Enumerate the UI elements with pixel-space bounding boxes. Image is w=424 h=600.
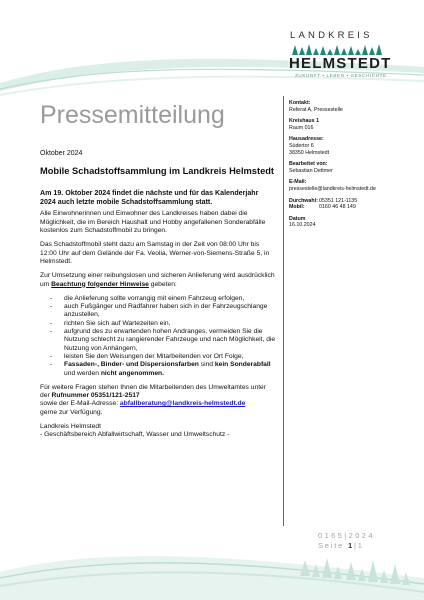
logo-trees-icon [290, 44, 386, 55]
kreishaus-value: Raum 016 [289, 124, 314, 131]
signature-line-1: Landkreis Helmstedt [40, 423, 101, 431]
list-item: - die Anlieferung sollte vorrangig mit einem Fahrzeug erfolgen, [40, 295, 276, 303]
datum-value: 16.10.2024 [289, 222, 316, 229]
list-item: - leisten Sie den Weisungen der Mitarbeitenden vor Ort Folge, [40, 353, 276, 361]
paragraph-2: Das Schadstoffmobil steht dazu am Samstag in der Zeit von 08:00 Uhr bis 12:00 Uhr auf dem Gelände der Fa. Veolia, Werner-von-Siemens-Straße 5, in Helmstedt. [40, 241, 270, 265]
bearbeitet-value: Sebastian Dettmer [289, 167, 333, 174]
logo-helmstedt-text: HELMSTEDT [289, 55, 392, 72]
list-item: - richten Sie sich auf Wartezeiten ein, [40, 320, 276, 328]
kreishaus-label: Kreishaus 1 [289, 118, 320, 125]
list-item: - aufgrund des zu erwartenden hohen Andranges, vermeiden Sie die Nutzung schlecht zu rangierender Fahrzeuge und nach Möglichkeit, die Nutzung von Anhängern, [40, 328, 276, 353]
document-number: 0165|2024 [318, 531, 375, 540]
phone-number: Rufnummer 05351/121-2517 [51, 392, 140, 400]
address-city: 38350 Helmstedt [289, 149, 330, 156]
address-street: Südertor 6 [289, 142, 314, 149]
list-item: - Fassaden-, Binder- und Dispersionsfarben sind kein Sonderabfall und werden nicht angenommen. [40, 361, 276, 378]
hinweise-emphasis: Beachtung folgender Hinweise [51, 280, 149, 288]
release-date: Oktober 2024 [40, 150, 83, 157]
logo-tagline: ZUKUNFT • LEBEN • GESCHICHTE [295, 73, 387, 78]
durchwahl-value: 05351 121-1135 [319, 197, 358, 204]
paragraph-contact: Für weitere Fragen stehen Ihnen die Mitarbeitenden des Umweltamtes unter der Rufnummer 05351/121-2517 sowie der E-Mail-Adresse: abfallberatung@landkreis-helmstedt.de gerne zur Verfügung. [40, 383, 267, 416]
email-link[interactable]: abfallberatung@landkreis-helmstedt.de [119, 400, 246, 408]
paragraph-1: Alle Einwohnerinnen und Einwohner des Landkreises haben dabei die Möglichkeit, die im Bereich Haushalt und Hobby angefallenen Sonderabfälle kostenlos zum Schadstoffmobil zu bringen. [40, 210, 266, 235]
mobil-value: 0160 46 48 149 [319, 204, 356, 211]
hausadresse-label: Hausadresse: [289, 136, 324, 143]
datum-label: Datum [289, 215, 306, 222]
paragraph-3: Zur Umsetzung einer reibungslosen und sicheren Anlieferung wird ausdrücklich um Beachtung folgender Hinweise gebeten: [40, 272, 275, 288]
headline: Mobile Schadstoffsammlung im Landkreis Helmstedt [40, 166, 275, 177]
email-label: E-Mail: [289, 179, 307, 186]
durchwahl-label: Durchwahl: [289, 197, 318, 204]
press-release-body [40, 150, 276, 440]
mobil-label: Mobil: [289, 204, 305, 211]
list-item: - auch Fußgänger und Radfahrer haben sich in der Fahrzeugschlange anzustellen, [40, 303, 276, 320]
vertical-divider [283, 96, 284, 526]
logo-landkreis-text: LANDKREIS [290, 30, 373, 41]
contact-sidebar [289, 100, 404, 234]
bearbeitet-label: Bearbeitet von: [289, 161, 328, 168]
kontakt-value: Referat A, Pressestelle [289, 106, 343, 113]
hinweise-list [40, 295, 276, 378]
email-value[interactable]: pressestelle@landkreis-helmstedt.de [289, 185, 376, 192]
bottom-wave-decoration [0, 520, 424, 600]
signature-line-2: - Geschäftsbereich Abfallwirtschaft, Wasser und Umweltschutz - [40, 431, 230, 439]
page-title: Pressemitteilung [40, 101, 225, 129]
kontakt-label: Kontakt: [289, 100, 311, 106]
page-indicator: Seite 1|1 [318, 541, 364, 550]
lead-paragraph: Am 19. Oktober 2024 findet die nächste und für das Kalenderjahr 2024 auch letzte mobile Schadstoffsammlung statt. [40, 189, 259, 206]
